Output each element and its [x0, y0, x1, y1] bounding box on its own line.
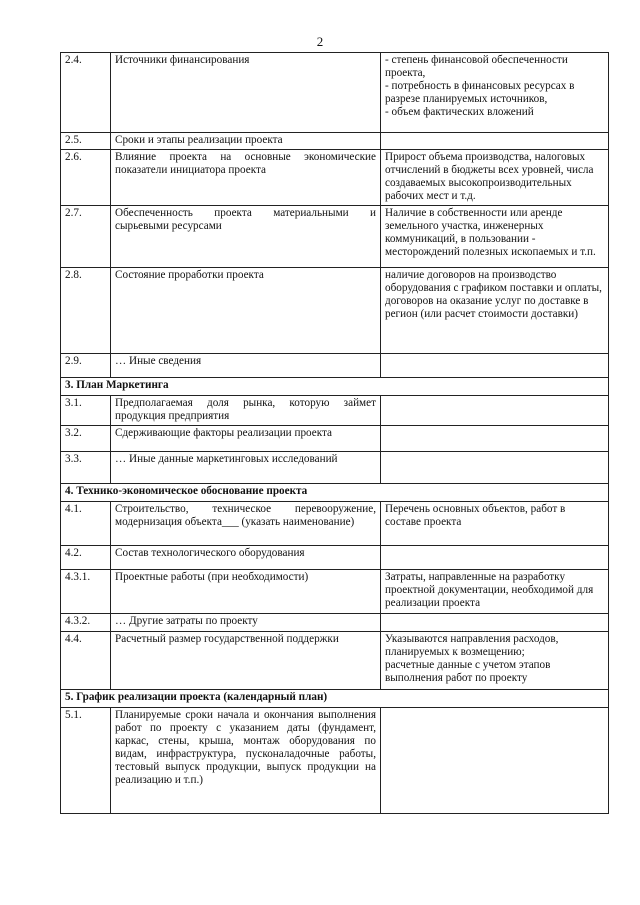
row-title: Обеспеченность проекта материальными и сырьевыми ресурсами — [111, 206, 381, 268]
row-number: 3.2. — [61, 426, 111, 452]
row-number: 2.8. — [61, 268, 111, 354]
row-title: Сроки и этапы реализации проекта — [111, 133, 381, 150]
row-note — [381, 708, 609, 814]
table-row — [61, 426, 609, 452]
page-number: 2 — [316, 34, 324, 49]
row-number: 3.1. — [61, 396, 111, 426]
row-number: 4.1. — [61, 502, 111, 546]
row-number: 4.4. — [61, 632, 111, 690]
project-passport-table — [60, 52, 609, 814]
table-row — [61, 150, 609, 206]
row-title: Сдерживающие факторы реализации проекта — [111, 426, 381, 452]
row-title: Расчетный размер государственной поддержки — [111, 632, 381, 690]
section-header-row — [61, 484, 609, 502]
row-number: 4.3.2. — [61, 614, 111, 632]
section-title: 4. Технико-экономическое обоснование проекта — [61, 484, 609, 502]
table-row — [61, 133, 609, 150]
row-note — [381, 133, 609, 150]
row-title: Состояние проработки проекта — [111, 268, 381, 354]
table-row — [61, 268, 609, 354]
row-note — [381, 546, 609, 570]
row-number: 2.5. — [61, 133, 111, 150]
row-title: … Другие затраты по проекту — [111, 614, 381, 632]
table-row — [61, 708, 609, 814]
row-title: Строительство, техническое перевооружение, модернизация объекта___ (указать наименование) — [111, 502, 381, 546]
table-row — [61, 452, 609, 484]
row-title: Влияние проекта на основные экономические показатели инициатора проекта — [111, 150, 381, 206]
row-title: … Иные сведения — [111, 354, 381, 378]
row-note: наличие договоров на производство оборудования с графиком поставки и оплаты, договоров на оказание услуг по доставке в регион (или расчет стоимости доставки) — [381, 268, 609, 354]
table-row — [61, 53, 609, 133]
row-title: Планируемые сроки начала и окончания выполнения работ по проекту с указанием даты (фундамент, каркас, стены, крыша, монтаж оборудования по видам, инфраструктура, пусконаладочные работы, тестовый выпуск продукции, выпуск продукции на реализацию и т.п.) — [111, 708, 381, 814]
table-row — [61, 502, 609, 546]
section-header-row — [61, 378, 609, 396]
row-number: 2.9. — [61, 354, 111, 378]
row-number: 4.3.1. — [61, 570, 111, 614]
row-note: Указываются направления расходов, планируемых к возмещению; расчетные данные с учетом этапов выполнения работ по проекту — [381, 632, 609, 690]
row-note: Затраты, направленные на разработку проектной документации, необходимой для реализации проекта — [381, 570, 609, 614]
row-note: Прирост объема производства, налоговых отчислений в бюджеты всех уровней, числа создаваемых высокопроизводительных рабочих мест и т.д. — [381, 150, 609, 206]
row-number: 3.3. — [61, 452, 111, 484]
table-row — [61, 396, 609, 426]
row-note — [381, 426, 609, 452]
table-row — [61, 570, 609, 614]
row-note: - степень финансовой обеспеченности проекта, - потребность в финансовых ресурсах в разрезе планируемых источников, - объем фактических вложений — [381, 53, 609, 133]
table-row — [61, 614, 609, 632]
row-number: 2.7. — [61, 206, 111, 268]
table-row — [61, 354, 609, 378]
row-number: 2.4. — [61, 53, 111, 133]
row-note — [381, 354, 609, 378]
section-header-row — [61, 690, 609, 708]
row-number: 4.2. — [61, 546, 111, 570]
row-note: Наличие в собственности или аренде земельного участка, инженерных коммуникаций, в пользовании - месторождений полезных ископаемых и т.п. — [381, 206, 609, 268]
row-number: 2.6. — [61, 150, 111, 206]
row-note: Перечень основных объектов, работ в составе проекта — [381, 502, 609, 546]
table-row — [61, 546, 609, 570]
table-row — [61, 206, 609, 268]
table-row — [61, 632, 609, 690]
row-title: Источники финансирования — [111, 53, 381, 133]
section-title: 3. План Маркетинга — [61, 378, 609, 396]
row-title: … Иные данные маркетинговых исследований — [111, 452, 381, 484]
row-note — [381, 396, 609, 426]
row-note — [381, 614, 609, 632]
row-note — [381, 452, 609, 484]
row-title: Состав технологического оборудования — [111, 546, 381, 570]
section-title: 5. График реализации проекта (календарный план) — [61, 690, 609, 708]
row-number: 5.1. — [61, 708, 111, 814]
row-title: Проектные работы (при необходимости) — [111, 570, 381, 614]
row-title: Предполагаемая доля рынка, которую займет продукция предприятия — [111, 396, 381, 426]
